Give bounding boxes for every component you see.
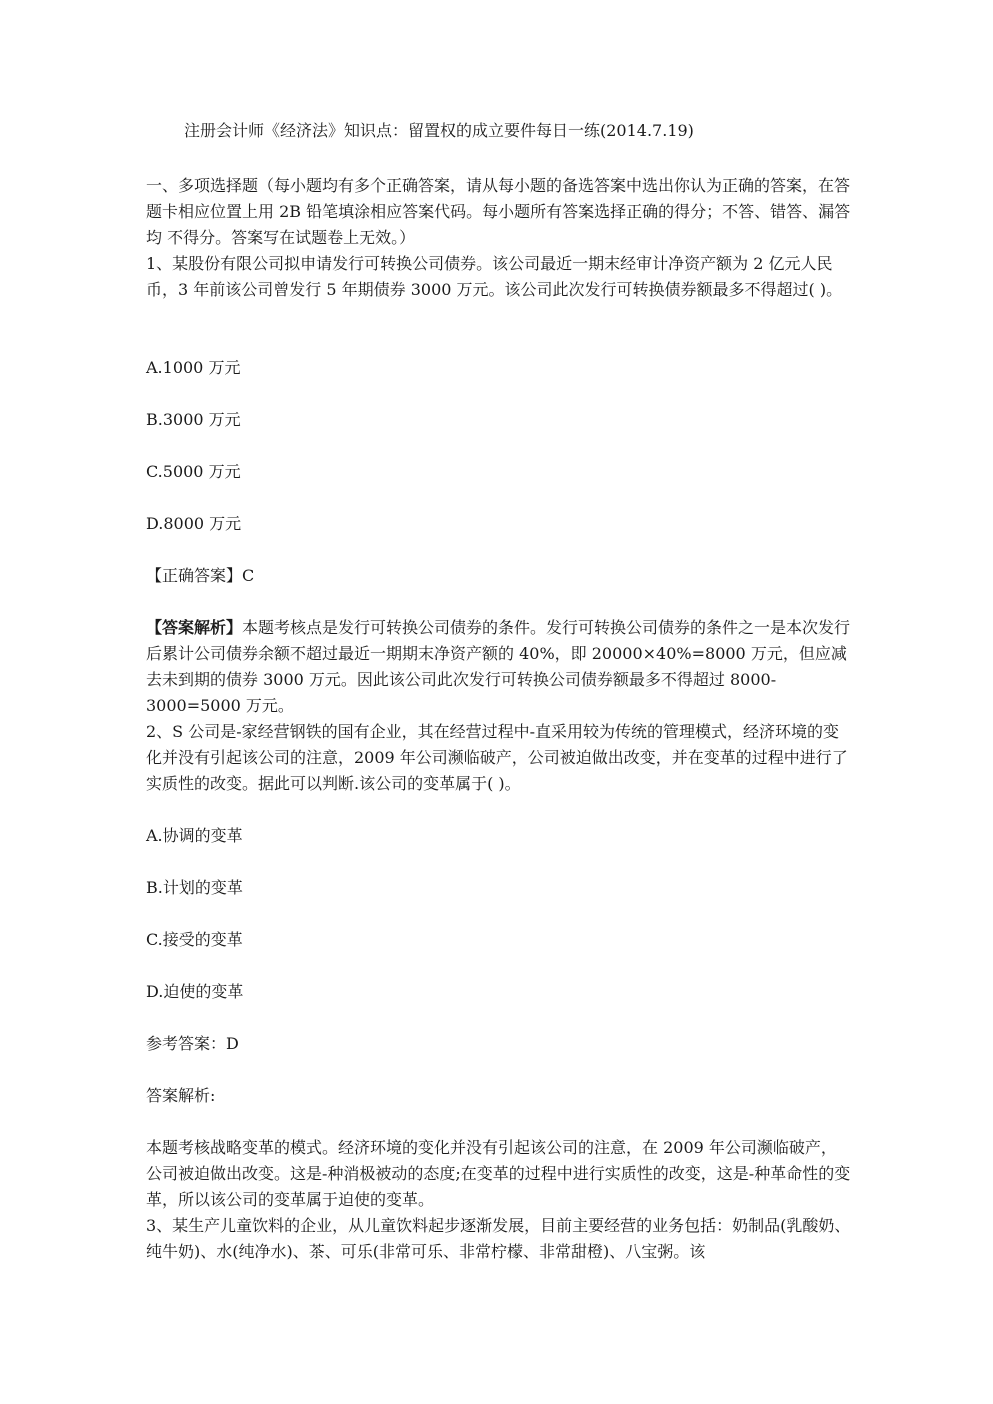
question-1-option-a: A.1000 万元 (146, 358, 241, 377)
question-2-option-b: B.计划的变革 (146, 878, 243, 897)
question-1-option-b: B.3000 万元 (146, 410, 241, 429)
question-1-stem: 1、某股份有限公司拟申请发行可转换公司债券。该公司最近一期末经审计净资产额为 2 亿元人民币，3 年前该公司曾发行 5 年期债券 3000 万元。该公司此次发行可转换债券额最多不得超过( )。 (146, 254, 843, 299)
answer-label: 【正确答案】 (146, 566, 243, 585)
question-2-answer: 参考答案：D (146, 1034, 239, 1053)
question-1-analysis (146, 615, 851, 719)
question-2-option-c: C.接受的变革 (146, 930, 243, 949)
question-2-analysis-block (146, 1135, 851, 1265)
analysis-text: 本题考核点是发行可转换公司债券的条件。发行可转换公司债券的条件之一是本次发行后累计公司债券余额不超过最近一期期末净资产额的 40%，即 20000×40%=8000 万元，但应减去未到期的债券 3000 万元。因此该公司此次发行可转换公司债券额最多不得超过 8000-3000=5000 万元。 (146, 618, 851, 715)
question-1-option-c: C.5000 万元 (146, 462, 241, 481)
question-3-stem: 3、某生产儿童饮料的企业，从儿童饮料起步逐渐发展，目前主要经营的业务包括：奶制品(乳酸奶、纯牛奶)、水(纯净水)、茶、可乐(非常可乐、非常柠檬、非常甜橙)、八宝粥。该 (146, 1216, 851, 1261)
question-1-option-d: D.8000 万元 (146, 514, 242, 533)
question-1-answer (146, 564, 254, 588)
section-header-text: 一、多项选择题（每小题均有多个正确答案，请从每小题的备选答案中选出你认为正确的答案，在答题卡相应位置上用 2B 铅笔填涂相应答案代码。每小题所有答案选择正确的得分；不答、错答、漏答均 不得分。答案写在试题卷上无效。） (146, 176, 851, 247)
page-title: 注册会计师《经济法》知识点：留置权的成立要件每日一练(2014.7.19) (184, 121, 694, 140)
question-1-analysis-block (146, 615, 851, 797)
analysis-label: 【答案解析】 (146, 618, 243, 637)
question-2-analysis-label: 答案解析: (146, 1086, 216, 1105)
answer-value: C (242, 566, 255, 585)
section-header (146, 173, 851, 303)
question-2-stem: 2、S 公司是-家经营钢铁的国有企业，其在经营过程中-直采用较为传统的管理模式，经济环境的变化并没有引起该公司的注意，2009 年公司濒临破产，公司被迫做出改变，并在变革的过程中进行了实质性的改变。据此可以判断.该公司的变革属于( )。 (146, 722, 848, 793)
question-2-analysis: 本题考核战略变革的模式。经济环境的变化并没有引起该公司的注意，在 2009 年公司濒临破产，公司被迫做出改变。这是-种消极被动的态度;在变革的过程中进行实质性的改变，这是-种革命性的变革，所以该公司的变革属于迫使的变革。 (146, 1138, 851, 1209)
question-2-option-a: A.协调的变革 (146, 826, 243, 845)
question-2-option-d: D.迫使的变革 (146, 982, 244, 1001)
